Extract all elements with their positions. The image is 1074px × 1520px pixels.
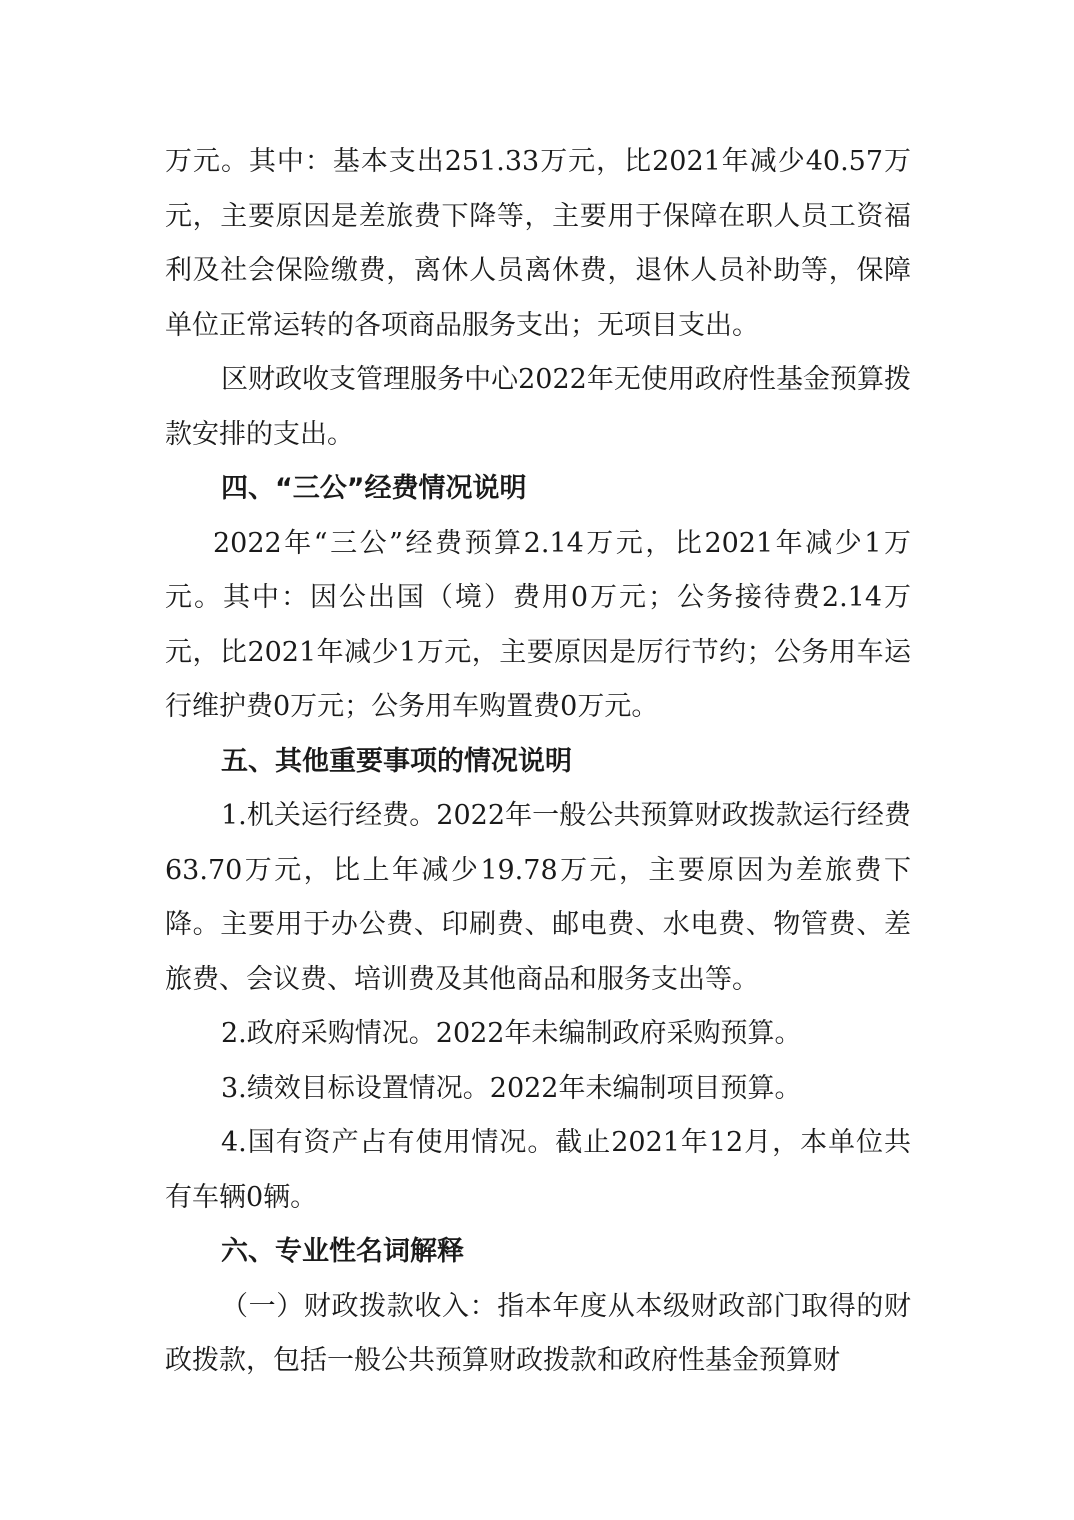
paragraph-operating-funds: 1.机关运行经费。2022年一般公共预算财政拨款运行经费63.70万元，比上年减少19.78万元，主要原因为差旅费下降。主要用于办公费、印刷费、邮电费、水电费、物管费、差旅费、会议费、培训费及其他商品和服务支出等。 [165,800,911,995]
document-page [165,135,911,1389]
section-heading-other-matters: 五、其他重要事项的情况说明 [221,745,572,777]
term-definition: 指本年度从本级财政部门取得的财政拨款，包括一般公共预算财政拨款和政府性基金预算财 [165,1290,911,1376]
section-heading-three-public: 四、“三公”经费情况说明 [221,473,527,504]
paragraph-government-fund: 区财政收支管理服务中心2022年无使用政府性基金预算拨款安排的支出。 [165,364,911,450]
paragraph-state-assets: 4.国有资产占有使用情况。截止2021年12月，本单位共有车辆0辆。 [165,1127,911,1213]
section-heading-terms: 六、专业性名词解释 [221,1236,464,1267]
paragraph-term-fiscal-income [165,1280,911,1389]
paragraph-performance-targets: 3.绩效目标设置情况。2022年未编制项目预算。 [221,1072,802,1104]
paragraph-procurement: 2.政府采购情况。2022年未编制政府采购预算。 [221,1018,802,1049]
paragraph-three-public-funds: 2022年“三公”经费预算2.14万元，比2021年减少1万元。其中：因公出国（境）费用0万元；公务接待费2.14万元，比2021年减少1万元，主要原因是厉行节约；公务用车运行维护费0万元；公务用车购置费0万元。 [165,527,911,722]
paragraph-basic-expenditure: 万元。其中：基本支出251.33万元，比2021年减少40.57万元，主要原因是差旅费下降等，主要用于保障在职人员工资福利及社会保险缴费，离休人员离休费，退休人员补助等，保障单位正常运转的各项商品服务支出；无项目支出。 [165,146,911,341]
term-label: （一）财政拨款收入： [221,1290,498,1322]
